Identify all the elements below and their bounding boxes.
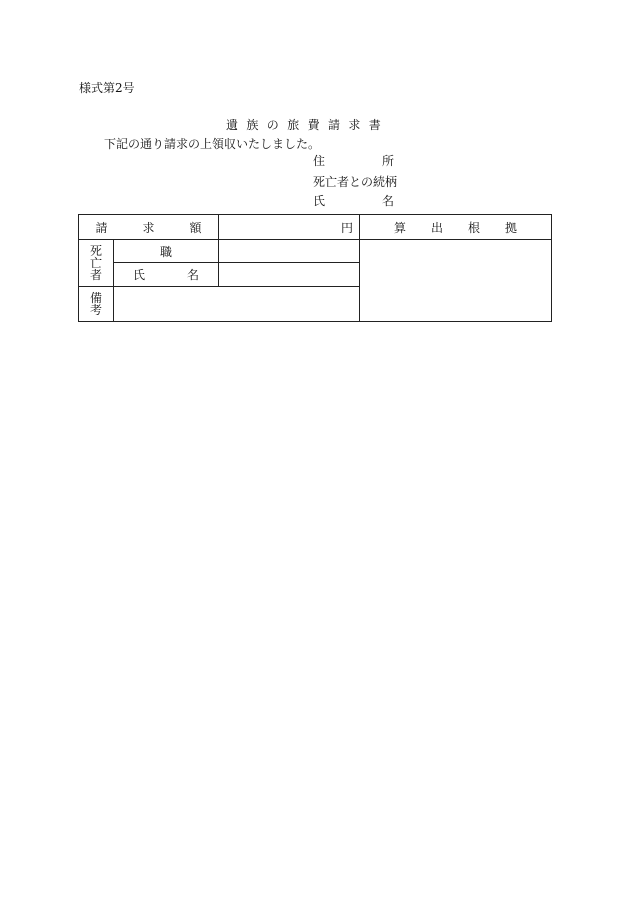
calc-basis-value-cell[interactable] <box>360 240 552 322</box>
claim-amount-label: 請求額 <box>95 220 237 235</box>
position-label-cell <box>114 240 219 263</box>
calc-basis-label: 算出根拠 <box>394 220 543 235</box>
claimant-address-label: 住所 <box>313 154 452 168</box>
claim-amount-value-cell[interactable] <box>219 215 360 240</box>
deceased-label-char: 死 <box>89 244 102 258</box>
deceased-label-char: 者 <box>89 268 102 282</box>
deceased-name-label: 氏名 <box>133 268 242 282</box>
claim-amount-label-cell <box>79 215 237 240</box>
remarks-value-cell[interactable] <box>114 287 360 322</box>
claimant-relation-label: 死亡者との続柄 <box>313 175 398 189</box>
yen-unit: 円 <box>341 220 354 235</box>
claimant-name-label: 氏名 <box>313 194 452 208</box>
remarks-label-cell <box>79 287 114 322</box>
position-value-cell[interactable] <box>219 240 360 263</box>
document-title: 遺族の旅費請求書 <box>226 118 390 132</box>
deceased-label-cell <box>79 240 114 287</box>
claim-table <box>78 214 552 322</box>
deceased-label-char: 亡 <box>89 256 102 270</box>
intro-text: 下記の通り請求の上領収いたしました。 <box>104 137 321 151</box>
form-number: 様式第2号 <box>79 81 135 95</box>
remarks-label-char: 備 <box>89 291 102 305</box>
remarks-label-char: 考 <box>89 303 102 317</box>
position-label: 職 <box>160 244 173 259</box>
calc-basis-label-cell <box>360 215 552 240</box>
deceased-name-label-cell <box>114 263 242 287</box>
